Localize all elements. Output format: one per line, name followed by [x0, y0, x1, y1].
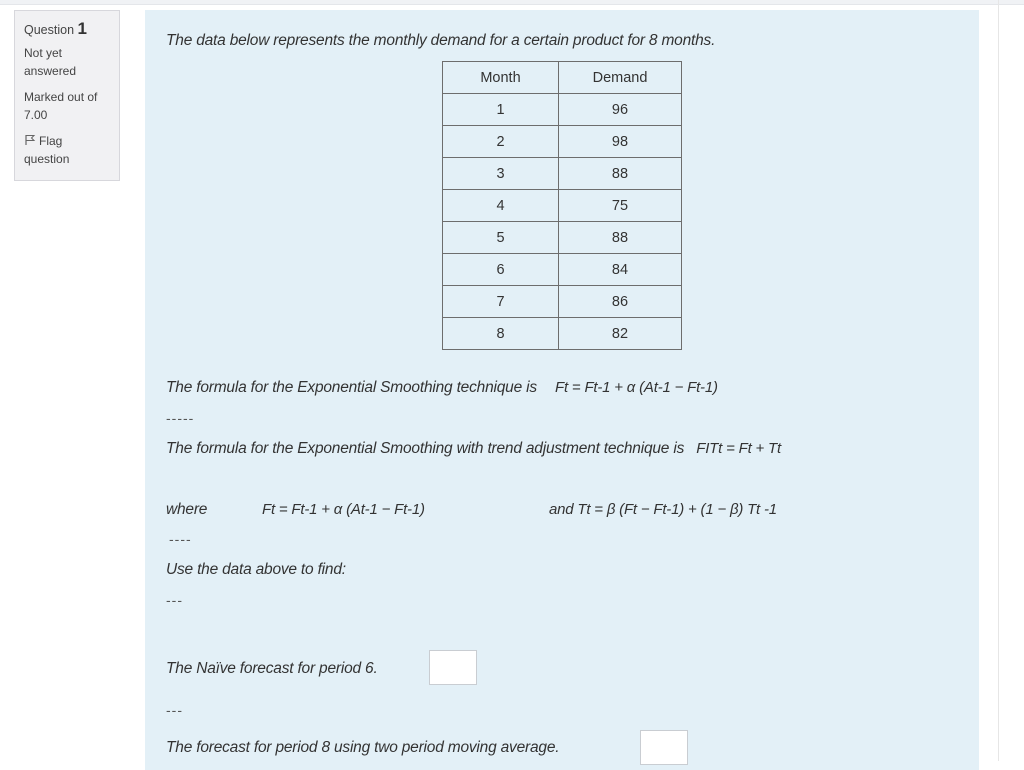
separator: ----	[169, 531, 192, 547]
month-cell: 6	[443, 254, 559, 286]
question-content	[145, 10, 979, 770]
demand-cell: 82	[559, 318, 682, 350]
table-row	[443, 158, 682, 190]
es-formula: Ft = Ft-1 + α (At-1 − Ft-1)	[555, 379, 718, 396]
table-header-row	[443, 62, 682, 94]
table-row	[443, 254, 682, 286]
flag-question-label: Flag question	[24, 134, 70, 166]
month-cell: 2	[443, 126, 559, 158]
demand-cell: 75	[559, 190, 682, 222]
month-cell: 7	[443, 286, 559, 318]
and-formula: and Tt = β (Ft − Ft-1) + (1 − β) Tt -1	[549, 501, 777, 518]
table-row	[443, 126, 682, 158]
question-number: 1	[77, 19, 87, 38]
naive-forecast-input[interactable]	[429, 650, 477, 685]
separator: -----	[166, 410, 195, 426]
table-row	[443, 286, 682, 318]
question-info-panel	[14, 10, 120, 181]
demand-cell: 86	[559, 286, 682, 318]
use-data-instruction: Use the data above to find:	[166, 561, 346, 578]
column-header-demand: Demand	[559, 62, 682, 94]
question-intro: The data below represents the monthly demand for a certain product for 8 months.	[166, 32, 716, 49]
table-row	[443, 318, 682, 350]
trend-description	[166, 440, 781, 458]
trend-text: The formula for the Exponential Smoothing with trend adjustment technique is	[166, 440, 685, 457]
demand-cell: 84	[559, 254, 682, 286]
moving-average-prompt: The forecast for period 8 using two period moving average.	[166, 739, 560, 756]
table-row	[443, 190, 682, 222]
scrollbar-track[interactable]	[998, 0, 999, 761]
demand-cell: 88	[559, 158, 682, 190]
separator: ---	[166, 592, 183, 608]
column-header-month: Month	[443, 62, 559, 94]
month-cell: 3	[443, 158, 559, 190]
flag-icon	[24, 133, 36, 145]
naive-forecast-prompt: The Naïve forecast for period 6.	[166, 660, 378, 677]
month-cell: 8	[443, 318, 559, 350]
trend-formula: FITt = Ft + Tt	[696, 440, 781, 457]
question-number-label	[24, 19, 111, 40]
table-row	[443, 222, 682, 254]
top-bar	[0, 0, 1024, 5]
month-cell: 5	[443, 222, 559, 254]
demand-cell: 96	[559, 94, 682, 126]
question-label: Question	[24, 23, 75, 37]
table-row	[443, 94, 682, 126]
moving-average-input[interactable]	[640, 730, 688, 765]
es-text: The formula for the Exponential Smoothing technique is	[166, 379, 537, 396]
month-cell: 4	[443, 190, 559, 222]
where-label: where	[166, 501, 208, 518]
demand-table	[442, 61, 682, 350]
separator: ---	[166, 702, 183, 718]
month-cell: 1	[443, 94, 559, 126]
es-description	[166, 379, 718, 397]
question-state: Not yet answered	[24, 46, 77, 78]
demand-cell: 88	[559, 222, 682, 254]
where-formula: Ft = Ft-1 + α (At-1 − Ft-1)	[262, 501, 425, 518]
demand-cell: 98	[559, 126, 682, 158]
question-grade: Marked out of 7.00	[24, 90, 98, 122]
flag-question-button[interactable]	[24, 132, 111, 168]
